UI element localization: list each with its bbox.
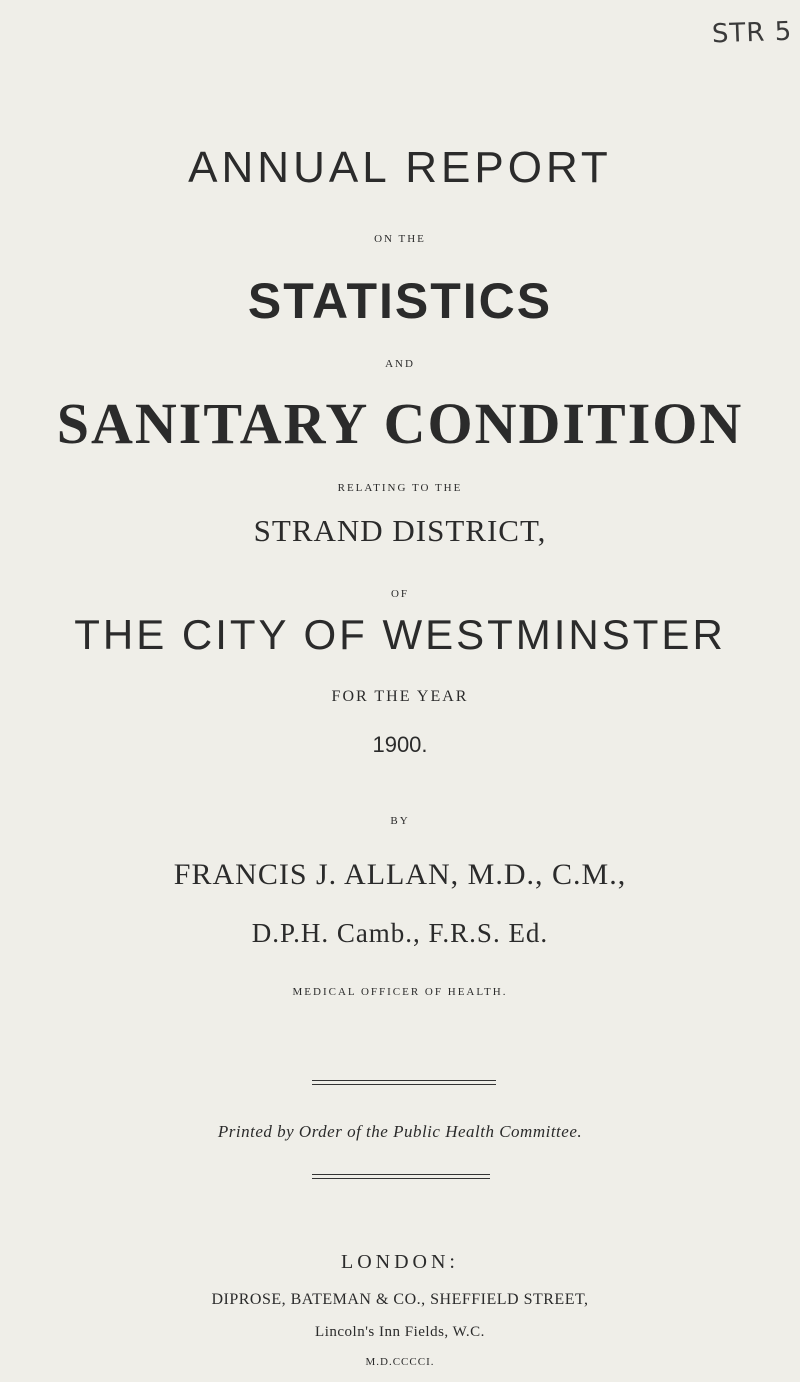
- imprint-city: LONDON:: [341, 1251, 459, 1273]
- connector-by: BY: [390, 815, 410, 827]
- title-statistics: STATISTICS: [247, 273, 553, 329]
- city-name: THE CITY OF WESTMINSTER: [74, 611, 726, 658]
- author-role: MEDICAL OFFICER OF HEALTH.: [292, 986, 508, 998]
- author-name: FRANCIS J. ALLAN, M.D., C.M.,: [173, 858, 627, 891]
- handwritten-shelfmark: STR 5: [711, 16, 793, 50]
- connector-relating-to-the: RELATING TO THE: [337, 482, 463, 494]
- district-name: STRAND DISTRICT,: [253, 513, 547, 548]
- imprint-address: Lincoln's Inn Fields, W.C.: [315, 1324, 485, 1340]
- title-sanitary-condition: SANITARY CONDITION: [56, 391, 744, 456]
- report-year: 1900.: [372, 732, 428, 757]
- connector-and: AND: [385, 358, 415, 370]
- connector-on-the: ON THE: [374, 233, 426, 245]
- imprint-publisher: DIPROSE, BATEMAN & CO., SHEFFIELD STREET,: [211, 1291, 589, 1308]
- printed-by-line: Printed by Order of the Public Health Committee.: [217, 1122, 583, 1141]
- title-annual-report: ANNUAL REPORT: [188, 143, 612, 192]
- double-rule-bottom: [312, 1174, 490, 1175]
- author-degrees: D.P.H. Camb., F.R.S. Ed.: [251, 918, 549, 948]
- imprint-year: M.D.CCCCI.: [365, 1356, 435, 1368]
- double-rule-top: [312, 1080, 496, 1081]
- connector-of: OF: [390, 588, 410, 600]
- for-the-year-label: FOR THE YEAR: [331, 688, 469, 705]
